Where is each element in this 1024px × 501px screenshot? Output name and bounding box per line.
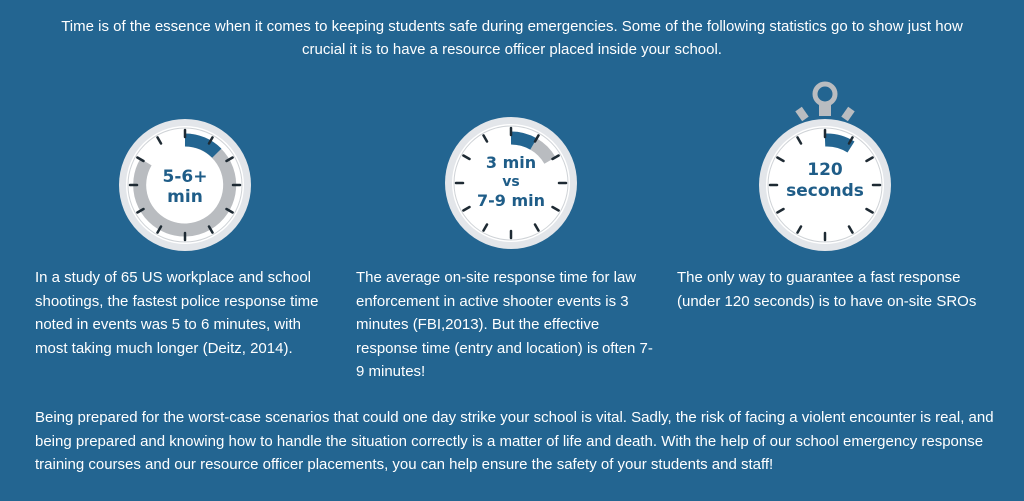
stopwatch-icon [758, 80, 892, 252]
clock-label-line: seconds [786, 181, 864, 201]
clock-label-line: vs [502, 174, 520, 190]
stat-text: The only way to guarantee a fast response (under 120 seconds) is to have on-site SROs [677, 269, 977, 310]
clock-label-line: min [167, 187, 203, 207]
timer-icon [444, 116, 578, 250]
stat-text: In a study of 65 US workplace and school shootings, the fastest police response time noted in events was 5 to 6 minutes, with most taking much longer (Deitz, 2014). [35, 269, 319, 357]
clock-label-line: 7-9 min [476, 191, 546, 210]
clock-label-line: 5-6+ [162, 167, 208, 187]
stat-text: The average on-site response time for law enforcement in active shooter events is 3 minutes (FBI,2013). But the effective response time (entry and location) is often 7-9 minutes! [356, 269, 653, 380]
closing-text: Being prepared for the worst-case scenarios that could one day strike your school is vital. Sadly, the risk of facing a violent encounter is real, and being prepared and knowing how to handle the situation correctly is a matter of life and death. With the help of our school emergency response training courses and our resource officer placements, you can help ensure the safety of your students and staff! [35, 409, 994, 473]
clock-label-line: 3 min [485, 153, 537, 172]
timer-icon [118, 118, 252, 252]
clock-label-line: 120 [807, 160, 843, 180]
intro-text: Time is of the essence when it comes to keeping students safe during emergencies. Some of the following statistics go to show just how crucial it is to have a resource officer placed inside your school. [61, 18, 963, 58]
